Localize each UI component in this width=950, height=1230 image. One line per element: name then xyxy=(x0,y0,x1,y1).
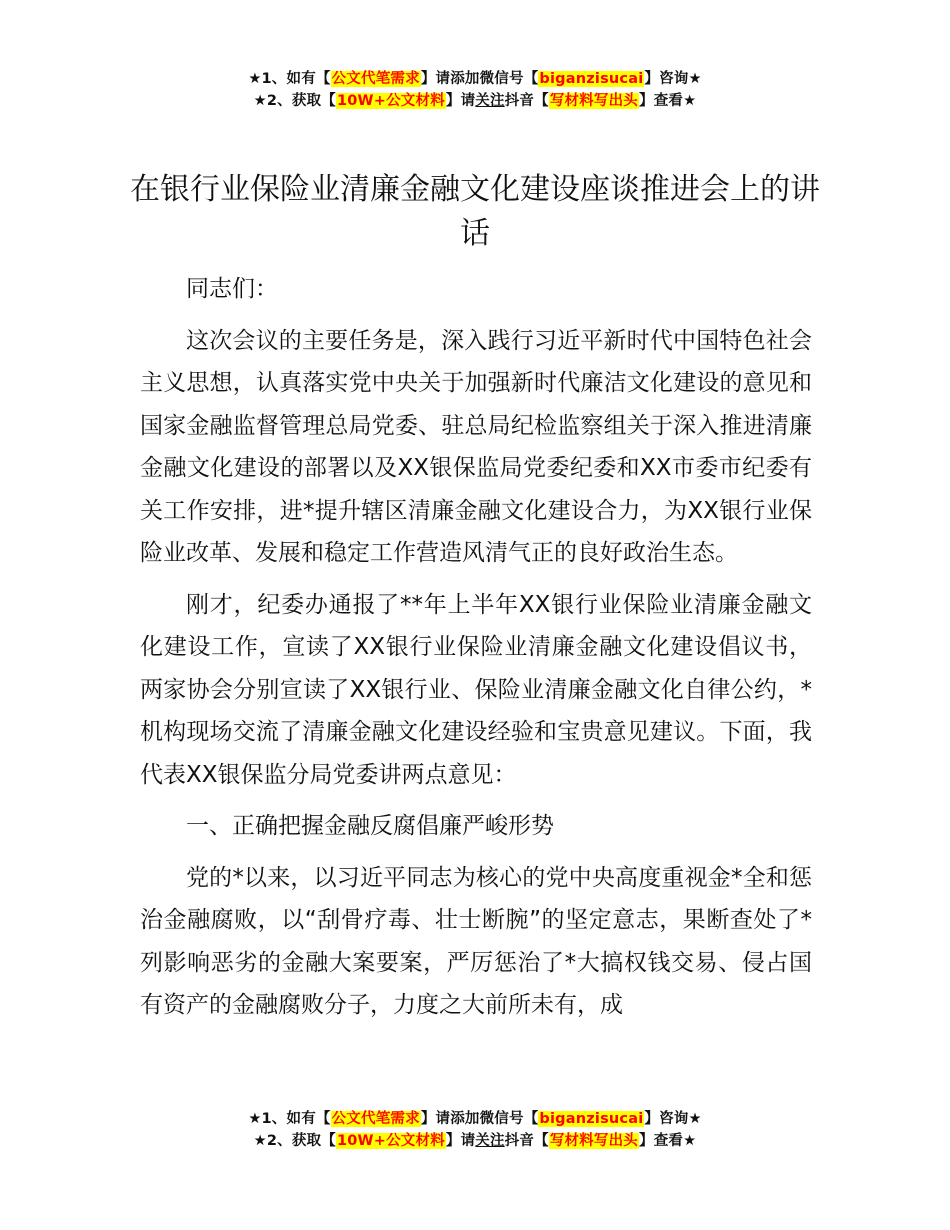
banner-text: ★1、如有【 xyxy=(248,1111,331,1127)
footer-banner xyxy=(0,1108,950,1152)
banner-text: 】查看★ xyxy=(639,93,697,109)
banner-highlight-wechat: biganzisucai xyxy=(539,71,644,87)
banner-text: 】咨询★ xyxy=(644,71,702,87)
banner-line-2 xyxy=(0,90,950,112)
banner-highlight-douyin: 写材料写出头 xyxy=(549,93,639,109)
salutation: 同志们： xyxy=(186,276,278,302)
banner-text: 】查看★ xyxy=(639,1133,697,1149)
banner-line-1 xyxy=(0,68,950,90)
banner-underlined: 关注 xyxy=(475,93,505,109)
paragraph: 这次会议的主要任务是，深入践行习近平新时代中国特色社会主义思想，认真落实党中央关于加强新时代廉洁文化建设的意见和国家金融监督管理总局党委、驻总局纪检监察组关于深入推进清廉金融文化建设的部署以及XX银保监局党委纪委和XX市委市纪委有关工作安排，进*提升辖区清廉金融文化建设合力，为XX银行业保险业改革、发展和稳定工作营造风清气正的良好政治生态。 xyxy=(140,327,812,566)
banner-highlight: 10W+公文材料 xyxy=(336,1133,445,1149)
banner-line-2 xyxy=(0,1130,950,1152)
banner-highlight: 10W+公文材料 xyxy=(336,93,445,109)
section-heading: 一、正确把握金融反腐倡廉严峻形势 xyxy=(186,813,554,839)
banner-text: 】请添加微信号【 xyxy=(420,71,539,87)
banner-text: 】请 xyxy=(445,93,476,109)
banner-text: 】请 xyxy=(445,1133,476,1149)
paragraph: 党的*以来，以习近平同志为核心的党中央高度重视金*全和惩治金融腐败，以“刮骨疗毒、壮士断腕”的坚定意志，果断查处了*列影响恶劣的金融大案要案，严厉惩治了*大搞权钱交易、侵占国有资产的金融腐败分子，力度之大前所未有，成 xyxy=(140,864,812,1018)
document-title: 在银行业保险业清廉金融文化建设座谈推进会上的讲话 xyxy=(130,172,820,251)
banner-text: 】请添加微信号【 xyxy=(420,1111,539,1127)
banner-text: 】咨询★ xyxy=(644,1111,702,1127)
banner-text: ★2、获取【 xyxy=(253,93,336,109)
banner-highlight: 公文代笔需求 xyxy=(331,1111,420,1127)
paragraph: 刚才，纪委办通报了**年上半年XX银行业保险业清廉金融文化建设工作，宣读了XX银行业保险业清廉金融文化建设倡议书，两家协会分别宣读了XX银行业、保险业清廉金融文化自律公约，*机构现场交流了清廉金融文化建设经验和宝贵意见建议。下面，我代表XX银保监分局党委讲两点意见： xyxy=(140,591,812,788)
banner-text: ★1、如有【 xyxy=(248,71,331,87)
banner-text: ★2、获取【 xyxy=(253,1133,336,1149)
banner-text: 抖音【 xyxy=(504,93,549,109)
banner-line-1 xyxy=(0,1108,950,1130)
banner-text: 抖音【 xyxy=(504,1133,549,1149)
banner-highlight: 公文代笔需求 xyxy=(331,71,420,87)
header-banner xyxy=(0,68,950,112)
document-body xyxy=(140,268,812,1036)
banner-highlight-douyin: 写材料写出头 xyxy=(549,1133,639,1149)
banner-underlined: 关注 xyxy=(475,1133,505,1149)
banner-highlight-wechat: biganzisucai xyxy=(539,1111,644,1127)
